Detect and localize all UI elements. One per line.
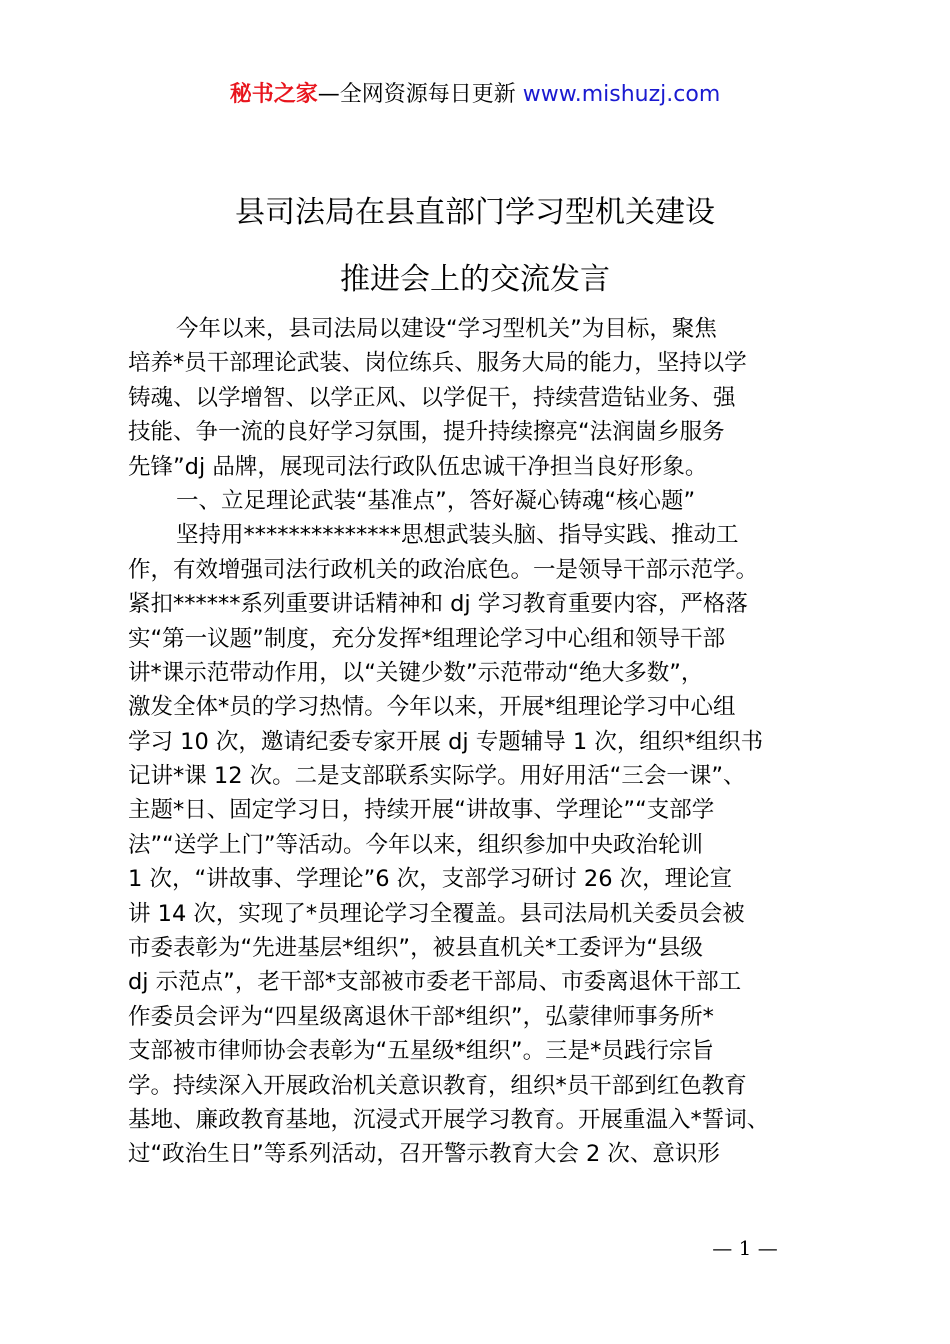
paragraph-line: dj 示范点”，老干部*支部被市委老干部局、市委离退休干部工 [128, 969, 742, 996]
paragraph-line: 今年以来，县司法局以建设“学习型机关”为目标，聚焦 [176, 316, 717, 342]
paragraph-line: 市委表彰为“先进基层*组织”，被县直机关*工委评为“县级 [128, 935, 703, 962]
document-body [128, 312, 848, 1172]
paragraph-line: 学习 10 次，邀请纪委专家开展 dj 专题辅导 1 次，组织*组织书 [128, 728, 764, 755]
paragraph-line: 作委员会评为“四星级离退休干部*组织”，弘蒙律师事务所* [128, 1003, 714, 1030]
paragraph-line: 坚持用**************思想武装头脑、指导实践、推动工 [176, 522, 739, 549]
site-brand: 秘书之家 [229, 82, 318, 107]
document-title-line-2: 推进会上的交流发言 [340, 262, 610, 297]
paragraph-line: 技能、争一流的良好学习氛围，提升持续擦亮“法润崮乡服务 [128, 419, 725, 446]
paragraph-line: 激发全体*员的学习热情。今年以来，开展*组理论学习中心组 [128, 694, 736, 721]
paragraph-line: 记讲*课 12 次。二是支部联系实际学。用好用活“三会一课”、 [128, 763, 746, 790]
paragraph-line: 讲 14 次，实现了*员理论学习全覆盖。县司法局机关委员会被 [128, 900, 745, 927]
paragraph-line: 实“第一议题”制度，充分发挥*组理论学习中心组和领导干部 [128, 625, 726, 652]
site-slogan: —全网资源每日更新 [317, 82, 523, 107]
paragraph-line: 培养*员干部理论武装、岗位练兵、服务大局的能力，坚持以学 [128, 350, 747, 377]
section-heading: 一、立足理论武装“基准点”，答好凝心铸魂“核心题” [176, 487, 696, 514]
site-header [0, 80, 950, 110]
paragraph-line: 作，有效增强司法行政机关的政治底色。一是领导干部示范学。 [128, 556, 759, 583]
paragraph-line: 基地、廉政教育基地，沉浸式开展学习教育。开展重温入*誓词、 [128, 1106, 770, 1133]
page-number: — 1 — [712, 1236, 778, 1260]
paragraph-line: 学。持续深入开展政治机关意识教育，组织*员干部到红色教育 [128, 1072, 747, 1099]
paragraph-line: 讲*课示范带动作用，以“关键少数”示范带动“绝大多数”， [128, 659, 704, 686]
document-title-line-1: 县司法局在县直部门学习型机关建设 [235, 195, 715, 230]
paragraph-line: 铸魂、以学增智、以学正风、以学促干，持续营造钻业务、强 [128, 384, 736, 411]
site-url-link[interactable]: www.mishuzj.com [522, 82, 721, 107]
paragraph-line: 法”“送学上门”等活动。今年以来，组织参加中央政治轮训 [128, 831, 703, 858]
paragraph-line: 紧扣******系列重要讲话精神和 dj 学习教育重要内容，严格落 [128, 591, 748, 618]
paragraph-line: 先锋”dj 品牌，展现司法行政队伍忠诚干净担当良好形象。 [128, 453, 708, 480]
paragraph-line: 主题*日、固定学习日，持续开展“讲故事、学理论”“支部学 [128, 797, 715, 824]
paragraph-line: 1 次，“讲故事、学理论”6 次，支部学习研讨 26 次，理论宣 [128, 866, 733, 893]
paragraph-line: 支部被市律师协会表彰为“五星级*组织”。三是*员践行宗旨 [128, 1038, 714, 1065]
paragraph-line: 过“政治生日”等系列活动，召开警示教育大会 2 次、意识形 [128, 1141, 720, 1168]
